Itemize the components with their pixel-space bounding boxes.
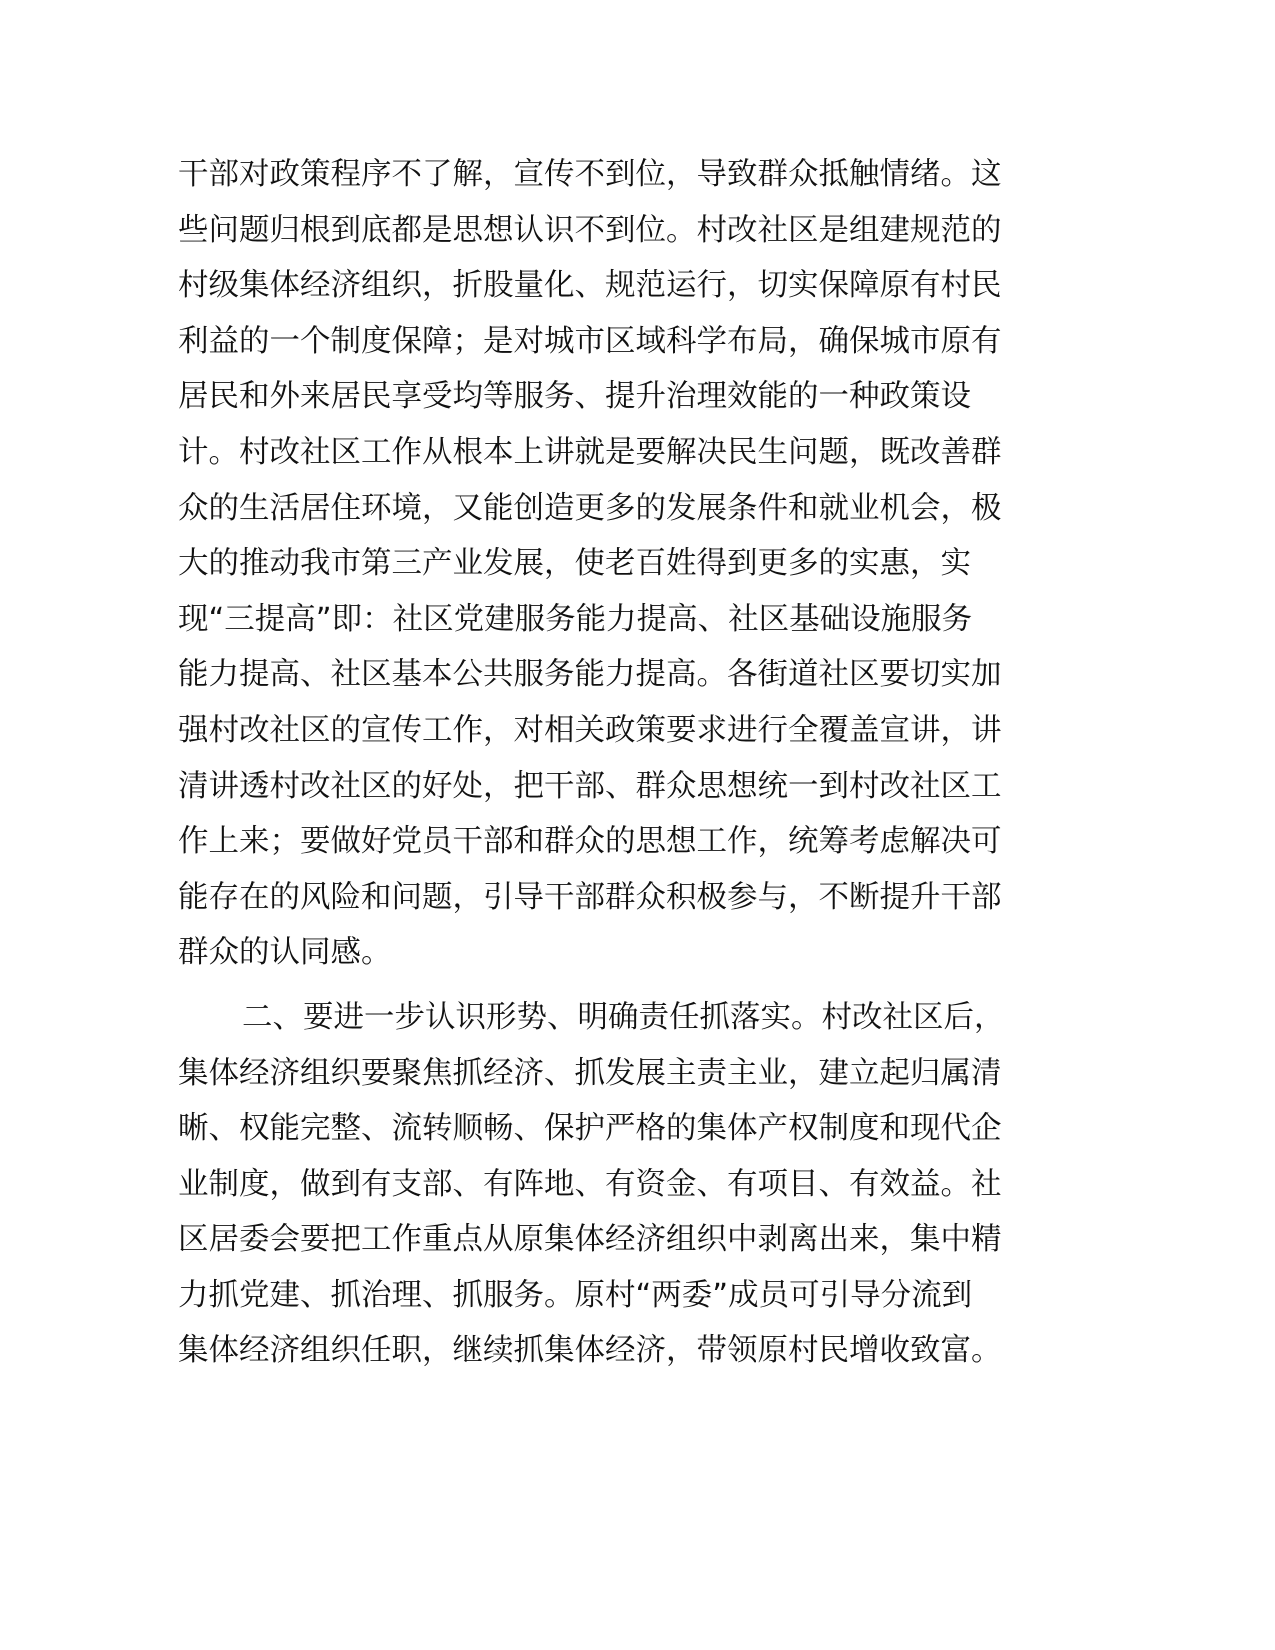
paragraph-1-line: 居民和外来居民享受均等服务、提升治理效能的一种政策设 (178, 379, 971, 415)
paragraph-1-line: 能力提高、社区基本公共服务能力提高。各街道社区要切实加 (178, 657, 1002, 693)
paragraph-1-line: 能存在的风险和问题，引导干部群众积极参与，不断提升干部 (178, 879, 1002, 915)
paragraph-1-line: 村级集体经济组织，折股量化、规范运行，切实保障原有村民 (178, 268, 1002, 304)
paragraph-1-line: 现“三提高”即：社区党建服务能力提高、社区基础设施服务 (178, 601, 973, 637)
paragraph-1-line: 清讲透村改社区的好处，把干部、群众思想统一到村改社区工 (178, 768, 1002, 804)
paragraph-1-line: 些问题归根到底都是思想认识不到位。村改社区是组建规范的 (178, 212, 1002, 248)
paragraph-2-line: 集体经济组织要聚焦抓经济、抓发展主责主业，建立起归属清 (178, 1055, 1002, 1091)
paragraph-1-line: 众的生活居住环境，又能创造更多的发展条件和就业机会，极 (178, 490, 1002, 526)
paragraph-1 (178, 147, 1038, 981)
paragraph-1-line: 干部对政策程序不了解，宣传不到位，导致群众抵触情绪。这 (178, 157, 1002, 192)
paragraph-1-line: 强村改社区的宣传工作，对相关政策要求进行全覆盖宣讲，讲 (178, 712, 1002, 748)
paragraph-2-line: 晰、权能完整、流转顺畅、保护严格的集体产权制度和现代企 (178, 1111, 1002, 1147)
paragraph-1-line: 计。村改社区工作从根本上讲就是要解决民生问题，既改善群 (178, 434, 1002, 470)
paragraph-1-line: 大的推动我市第三产业发展，使老百姓得到更多的实惠，实 (178, 546, 971, 582)
paragraph-2-line: 力抓党建、抓治理、抓服务。原村“两委”成员可引导分流到 (178, 1277, 973, 1313)
paragraph-1-line: 作上来；要做好党员干部和群众的思想工作，统筹考虑解决可 (178, 824, 1002, 860)
document-body (178, 147, 1038, 1379)
paragraph-2-line: 二、要进一步认识形势、明确责任抓落实。村改社区后， (242, 999, 1005, 1035)
paragraph-1-line: 利益的一个制度保障；是对城市区域科学布局，确保城市原有 (178, 323, 1002, 359)
paragraph-2-line: 业制度，做到有支部、有阵地、有资金、有项目、有效益。社 (178, 1166, 1002, 1202)
paragraph-2-line: 集体经济组织任职，继续抓集体经济，带领原村民增收致富。 (178, 1333, 1002, 1369)
paragraph-2-line: 区居委会要把工作重点从原集体经济组织中剥离出来，集中精 (178, 1222, 1002, 1258)
paragraph-2 (178, 990, 1038, 1379)
paragraph-spacer (178, 981, 1038, 990)
paragraph-1-line: 群众的认同感。 (178, 935, 392, 971)
